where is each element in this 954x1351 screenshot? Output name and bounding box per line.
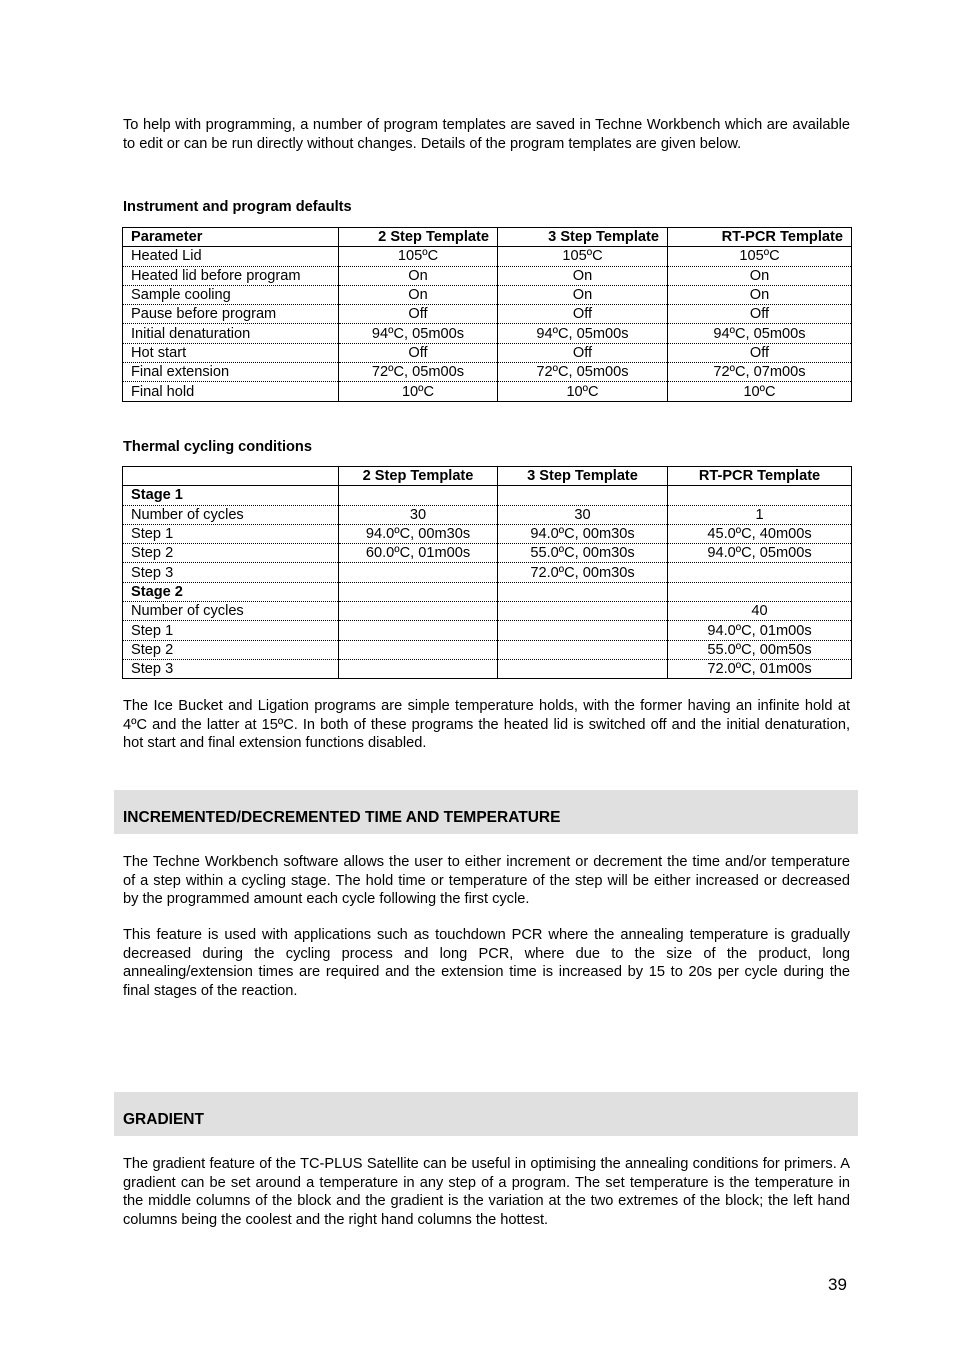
value-cell xyxy=(339,602,498,621)
table-row xyxy=(123,247,852,266)
value-cell: 60.0ºC, 01m00s xyxy=(339,544,498,563)
row-label-cell: Step 2 xyxy=(123,640,339,659)
value-cell: 94.0ºC, 00m30s xyxy=(498,524,668,543)
value-cell: 55.0ºC, 00m50s xyxy=(668,640,852,659)
value-cell: 94ºC, 05m00s xyxy=(668,324,852,343)
value-cell: 55.0ºC, 00m30s xyxy=(498,544,668,563)
value-cell: 10ºC xyxy=(498,382,668,401)
header-cell: 3 Step Template xyxy=(498,228,668,247)
value-cell: Off xyxy=(339,343,498,362)
value-cell: Off xyxy=(498,343,668,362)
gradient-paragraph: The gradient feature of the TC-PLUS Satellite can be useful in optimising the annealing conditions for primers. A gradient can be set around a temperature in any step of a program. The set temperature is the temperature in the middle columns of the block and the gradient is the variation at the two extremes of the block; the left hand columns being the coolest and the right hand columns the hottest. xyxy=(123,1156,850,1228)
section-title: INCREMENTED/DECREMENTED TIME AND TEMPERATURE xyxy=(123,809,561,826)
header-cell: 2 Step Template xyxy=(339,467,498,486)
value-cell: 94.0ºC, 00m30s xyxy=(339,524,498,543)
defaults-table xyxy=(122,227,852,402)
table-row xyxy=(123,621,852,640)
value-cell: 45.0ºC, 40m00s xyxy=(668,524,852,543)
defaults-heading: Instrument and program defaults xyxy=(123,199,352,215)
value-cell: Off xyxy=(498,305,668,324)
row-label-cell: Step 1 xyxy=(123,524,339,543)
table-row xyxy=(123,640,852,659)
value-cell xyxy=(498,602,668,621)
value-cell xyxy=(339,563,498,582)
ice-bucket-paragraph: The Ice Bucket and Ligation programs are simple temperature holds, with the former having an infinite hold at 4ºC and the latter at 15ºC. In both of these programs the heated lid is switched off and the initial denaturation, hot start and final extension functions disabled. xyxy=(123,698,850,751)
increment-paragraph-1: The Techne Workbench software allows the user to either increment or decrement the time and/or temperature of a step within a cycling stage. The hold time or temperature of the step will be either increased or decreased by the programmed amount each cycle following the first cycle. xyxy=(123,854,850,907)
value-cell: 105ºC xyxy=(498,247,668,266)
table-row xyxy=(123,324,852,343)
increment-paragraph-2: This feature is used with applications such as touchdown PCR where the annealing temperature is gradually decreased during the cycling process and long PCR, where due to the size of the product, long annealing/extension times are required and the extension time is increased by 15 to 20s per cycle during the final stages of the reaction. xyxy=(123,927,850,999)
table-row xyxy=(123,582,852,601)
value-cell: Off xyxy=(668,343,852,362)
table-row xyxy=(123,524,852,543)
header-cell xyxy=(123,467,339,486)
value-cell xyxy=(498,486,668,505)
row-label-cell: Sample cooling xyxy=(123,285,339,304)
value-cell: 72.0ºC, 00m30s xyxy=(498,563,668,582)
header-cell: Parameter xyxy=(123,228,339,247)
value-cell xyxy=(668,486,852,505)
row-label-cell: Stage 1 xyxy=(123,486,339,505)
table-row xyxy=(123,486,852,505)
value-cell: On xyxy=(498,266,668,285)
row-label-cell: Pause before program xyxy=(123,305,339,324)
row-label-cell: Heated lid before program xyxy=(123,266,339,285)
value-cell xyxy=(339,659,498,678)
value-cell: 30 xyxy=(339,505,498,524)
value-cell xyxy=(498,621,668,640)
value-cell: Off xyxy=(339,305,498,324)
value-cell xyxy=(339,640,498,659)
value-cell xyxy=(339,582,498,601)
value-cell: 94ºC, 05m00s xyxy=(498,324,668,343)
cycling-header-row xyxy=(123,467,852,486)
value-cell: On xyxy=(339,266,498,285)
section-title: GRADIENT xyxy=(123,1111,204,1128)
value-cell: On xyxy=(668,266,852,285)
value-cell xyxy=(668,563,852,582)
value-cell: 1 xyxy=(668,505,852,524)
table-row xyxy=(123,544,852,563)
value-cell: 72ºC, 05m00s xyxy=(498,363,668,382)
value-cell: On xyxy=(498,285,668,304)
row-label-cell: Number of cycles xyxy=(123,602,339,621)
row-label-cell: Stage 2 xyxy=(123,582,339,601)
value-cell: 94ºC, 05m00s xyxy=(339,324,498,343)
value-cell: On xyxy=(339,285,498,304)
row-label-cell: Number of cycles xyxy=(123,505,339,524)
value-cell xyxy=(668,582,852,601)
row-label-cell: Final hold xyxy=(123,382,339,401)
value-cell: 94.0ºC, 01m00s xyxy=(668,621,852,640)
header-cell: RT-PCR Template xyxy=(668,467,852,486)
table-row xyxy=(123,505,852,524)
row-label-cell: Final extension xyxy=(123,363,339,382)
row-label-cell: Step 3 xyxy=(123,659,339,678)
value-cell: 30 xyxy=(498,505,668,524)
row-label-cell: Heated Lid xyxy=(123,247,339,266)
section-header-gradient xyxy=(114,1092,858,1136)
value-cell xyxy=(498,659,668,678)
page-number: 39 xyxy=(828,1275,847,1294)
value-cell: Off xyxy=(668,305,852,324)
value-cell: 10ºC xyxy=(668,382,852,401)
table-row xyxy=(123,266,852,285)
value-cell: 105ºC xyxy=(339,247,498,266)
value-cell: 72ºC, 05m00s xyxy=(339,363,498,382)
header-cell: 3 Step Template xyxy=(498,467,668,486)
value-cell: 72.0ºC, 01m00s xyxy=(668,659,852,678)
value-cell xyxy=(498,640,668,659)
row-label-cell: Initial denaturation xyxy=(123,324,339,343)
row-label-cell: Step 3 xyxy=(123,563,339,582)
value-cell xyxy=(498,582,668,601)
row-label-cell: Step 1 xyxy=(123,621,339,640)
table-row xyxy=(123,659,852,678)
table-row xyxy=(123,305,852,324)
value-cell: 105ºC xyxy=(668,247,852,266)
value-cell: 94.0ºC, 05m00s xyxy=(668,544,852,563)
intro-paragraph: To help with programming, a number of program templates are saved in Techne Workbench which are available to edit or can be run directly without changes. Details of the program templates are given below. xyxy=(123,117,850,152)
value-cell: On xyxy=(668,285,852,304)
value-cell: 10ºC xyxy=(339,382,498,401)
table-row xyxy=(123,285,852,304)
table-row xyxy=(123,602,852,621)
row-label-cell: Hot start xyxy=(123,343,339,362)
table-row xyxy=(123,363,852,382)
table-row xyxy=(123,563,852,582)
cycling-table xyxy=(122,466,852,679)
value-cell: 72ºC, 07m00s xyxy=(668,363,852,382)
value-cell xyxy=(339,486,498,505)
table-row xyxy=(123,382,852,401)
cycling-heading: Thermal cycling conditions xyxy=(123,439,312,455)
header-cell: RT-PCR Template xyxy=(668,228,852,247)
defaults-header-row xyxy=(123,228,852,247)
row-label-cell: Step 2 xyxy=(123,544,339,563)
value-cell xyxy=(339,621,498,640)
header-cell: 2 Step Template xyxy=(339,228,498,247)
table-row xyxy=(123,343,852,362)
value-cell: 40 xyxy=(668,602,852,621)
section-header-increment xyxy=(114,790,858,834)
